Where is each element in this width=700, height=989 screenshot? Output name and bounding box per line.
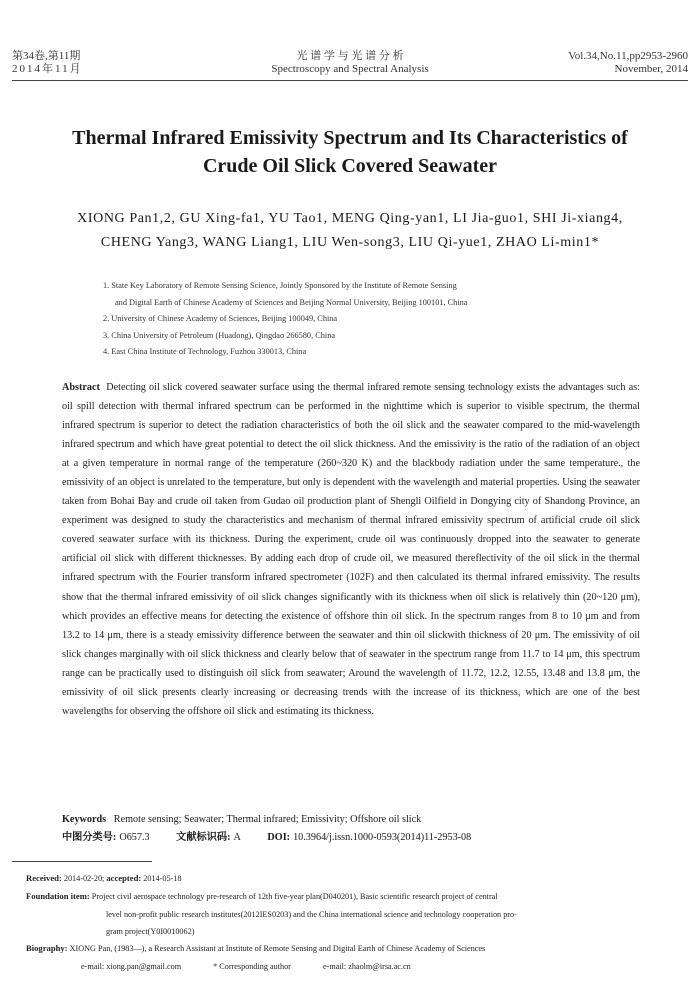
- keywords-label: Keywords: [62, 814, 107, 825]
- authors-line-2: CHENG Yang3, WANG Liang1, LIU Wen-song3, LIU Qi-yue1, ZHAO Li-min1*: [100, 235, 600, 250]
- biography-row: [26, 940, 686, 958]
- keywords-text: Remote sensing; Seawater; Thermal infrared; Emissivity; Offshore oil slick: [113, 814, 422, 825]
- email-row: [26, 958, 686, 976]
- biography: [26, 940, 686, 975]
- biography-label: Biography:: [26, 943, 68, 953]
- doc-code: [176, 832, 241, 843]
- affiliation-4: 4. East China Institute of Technology, Fuzhou 330013, China: [103, 347, 307, 356]
- received-date: 2014-02-20;: [63, 874, 105, 883]
- abstract: [62, 378, 640, 721]
- foundation-line-1: Project civil aerospace technology pre-research of 12th five-year plan(D040201), Basic scientific research project of central: [91, 892, 498, 901]
- affiliations: [103, 278, 467, 361]
- accepted-date: 2014-05-18: [143, 874, 182, 883]
- corresponding-email: e-mail: zhaolm@irsa.ac.cn: [322, 961, 411, 971]
- title-line-2: Crude Oil Slick Covered Seawater: [202, 155, 498, 177]
- doc-code-value: A: [233, 832, 241, 843]
- paper-title: [40, 124, 660, 180]
- abstract-text: Detecting oil slick covered seawater surface using the thermal infrared remote sensing technology exists the advantages such as: oil spill detection with thermal infrared spectrum can be performed in the nighttime which is superior to visible spectrum, the thermal infrared spectrum is superior to detect the radiation characteristics of both the oil slick and the seawater compared to the mid-wavelength infrared spectrum and which have great potential to detect the oil slick thickness. And the emissivity is the ratio of the radiation of an object at a given temperature in normal range of the temperature (260~320 K) and the blackbody radiation under the same temperature., the emissivity of an object is unrelated to the temperature, but only is dependent with the wavelength and material properties. Using the seawater taken from Bohai Bay and crude oil taken from Gudao oil production plant of Shengli Oilfield in Dongying city of Shandong Province, an experiment was designed to study the characteristics and mechanism of thermal infrared emissivity spectrum of artificial crude oil slick covered seawater surface with its thickness. During the experiment, crude oil was continuously dropped into the seawater to generate artificial oil slick with different thicknesses. By adding each drop of crude oil, we measured thereflectivity of the oil slick in the thermal infrared spectrum with the Fourier transform infrared spectrometer (102F) and then calculated its thermal infrared emissivity. The results show that the thermal infrared emissivity of oil slick changes significantly with its thickness when oil slick is relatively thin (20~120 μm), which provides an effective means for detecting the existence of offshore thin oil slick. In the spectrum ranges from 8 to 10 μm and from 13.2 to 14 μm, there is a steady emissivity difference between the seawater and thin oil slickwith thickness of 20 μm. The emissivity of oil slick changes marginally with oil slick thickness and clearly below that of seawater in the spectrum range from 11.7 to 14 μm, this spectrum range can be practically used to distinguish oil slick from seawater; Around the wavelength of 11.72, 12.2, 12.55, 13.48 and 13.8 μm, the emissivity of oil slick presents clearly increasing or decreasing trends with the increase of its thickness, which are one of the best wavelengths for observing the offshore oil slick and estimating its thickness.: [62, 382, 641, 717]
- doi-value: 10.3964/j.issn.1000-0593(2014)11-2953-08: [293, 832, 472, 843]
- title-line-1: Thermal Infrared Emissivity Spectrum and Its Characteristics of: [72, 127, 628, 149]
- received-line: [26, 870, 686, 888]
- author-list: [20, 207, 680, 255]
- clc-label: 中图分类号:: [62, 832, 117, 843]
- foundation-line-2: level non-profit public research institutes(2012IES0203) and the China international science and technology cooperation pro-: [106, 909, 517, 919]
- journal-name-cn: 光 谱 学 与 光 谱 分 析: [296, 50, 404, 62]
- clc-value: O657.3: [119, 832, 150, 843]
- header-divider: [12, 80, 688, 81]
- biography-text: XIONG Pan, (1983—), a Research Assistant at Institute of Remote Sensing and Digital Earth of Chinese Academy of Sciences: [69, 944, 486, 953]
- date-cn: 2014年11月: [12, 63, 83, 75]
- foundation-label: Foundation item:: [26, 891, 90, 901]
- keywords: [62, 810, 640, 829]
- affiliation-2: 2. University of Chinese Academy of Sciences, Beijing 100049, China: [103, 314, 338, 323]
- foundation: [26, 888, 686, 941]
- author-email: e-mail: xiong.pan@gmail.com: [81, 961, 182, 971]
- doi-label: DOI:: [267, 832, 291, 843]
- accepted-label: accepted:: [106, 873, 142, 883]
- affiliation-3: 3. China University of Petroleum (Huadong), Qingdao 266580, China: [103, 330, 336, 340]
- affiliation-1a: 1. State Key Laboratory of Remote Sensing Science, Jointly Sponsored by the Institute of Remote Sensing: [103, 281, 457, 290]
- corresponding-note: * Corresponding author: [213, 961, 291, 971]
- foundation-row-1: [26, 888, 686, 906]
- classification: [62, 828, 640, 847]
- doi: [267, 832, 471, 843]
- volume-issue-cn: 第34卷,第11期: [12, 50, 81, 62]
- received-label: Received:: [26, 873, 62, 883]
- foundation-line-3: gram project(Y0I0010062): [106, 927, 195, 936]
- volume-pages-en: Vol.34,No.11,pp2953-2960: [568, 50, 688, 62]
- footnote-divider: [12, 861, 152, 862]
- date-en: November, 2014: [614, 63, 688, 75]
- clc: [62, 832, 150, 843]
- doc-code-label: 文献标识码:: [176, 832, 231, 843]
- authors-line-1: XIONG Pan1,2, GU Xing-fa1, YU Tao1, MENG Qing-yan1, LI Jia-guo1, SHI Ji-xiang4,: [77, 211, 623, 226]
- journal-name-en: Spectroscopy and Spectral Analysis: [271, 63, 429, 75]
- abstract-label: Abstract: [62, 382, 100, 393]
- affiliation-1b: and Digital Earth of Chinese Academy of Sciences and Beijing Normal University, Beijing 100101, China: [115, 297, 468, 307]
- journal-volume-en: [568, 50, 688, 76]
